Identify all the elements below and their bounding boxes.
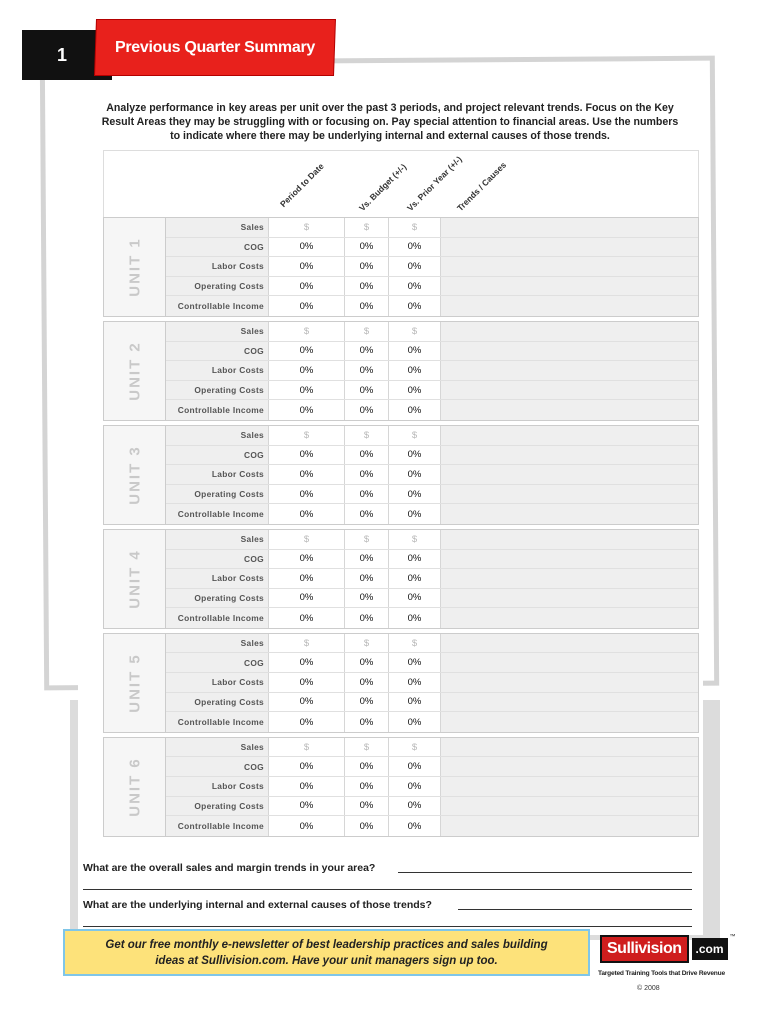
value-cell[interactable]: 0% <box>388 673 440 692</box>
promo-line-2: ideas at Sullivision.com. Have your unit managers sign up too. <box>155 955 498 967</box>
value-cell[interactable]: 0% <box>268 361 344 380</box>
value-cell[interactable]: 0% <box>388 361 440 380</box>
question-sales-trends: What are the overall sales and margin trends in your area? <box>83 862 376 874</box>
value-cell[interactable]: 0% <box>268 257 344 276</box>
unit-label-box <box>104 634 166 732</box>
value-cell[interactable]: 0% <box>268 465 344 484</box>
row-label: Sales <box>166 530 268 549</box>
value-cell[interactable]: 0% <box>344 712 388 732</box>
row-label: Controllable Income <box>166 816 268 836</box>
row-label: Labor Costs <box>166 257 268 276</box>
unit-block <box>103 217 699 317</box>
value-cell[interactable]: 0% <box>268 277 344 296</box>
row-label: Controllable Income <box>166 712 268 732</box>
trends-causes-cell[interactable] <box>440 757 698 776</box>
value-cell[interactable]: 0% <box>344 569 388 588</box>
unit-label: UNIT 1 <box>126 237 143 297</box>
unit-label-box <box>104 322 166 420</box>
row-label: Operating Costs <box>166 797 268 816</box>
value-cell[interactable]: $ <box>268 322 344 341</box>
row-label: Controllable Income <box>166 400 268 420</box>
row-label: Sales <box>166 426 268 445</box>
trends-causes-cell[interactable] <box>440 653 698 672</box>
trends-causes-cell[interactable] <box>440 816 698 836</box>
table-row <box>166 634 698 654</box>
table-row <box>166 757 698 777</box>
value-cell[interactable]: 0% <box>268 608 344 628</box>
value-cell[interactable]: 0% <box>388 693 440 712</box>
row-label: COG <box>166 342 268 361</box>
value-cell[interactable]: 0% <box>344 485 388 504</box>
unit-label-box <box>104 530 166 628</box>
unit-label-box <box>104 426 166 524</box>
units-container <box>103 217 699 837</box>
logo-domain: .com <box>692 938 728 960</box>
value-cell[interactable]: 0% <box>388 653 440 672</box>
unit-block <box>103 321 699 421</box>
value-cell[interactable]: $ <box>388 322 440 341</box>
value-cell[interactable]: 0% <box>268 757 344 776</box>
value-cell[interactable]: 0% <box>344 381 388 400</box>
table-row <box>166 504 698 524</box>
value-cell[interactable]: 0% <box>388 550 440 569</box>
trends-causes-cell[interactable] <box>440 400 698 420</box>
row-label: COG <box>166 653 268 672</box>
value-cell[interactable]: 0% <box>388 296 440 316</box>
copyright: © 2008 <box>637 985 660 992</box>
value-cell[interactable]: 0% <box>268 712 344 732</box>
table-row <box>166 400 698 420</box>
newsletter-promo[interactable] <box>63 929 590 976</box>
value-cell[interactable]: 0% <box>268 550 344 569</box>
instructions-text: Analyze performance in key areas per unit over the past 3 periods, and project relevant trends. Focus on the Key Result Areas they may be struggling with or focusing on. Pay special attention to financial areas. Use the numbers to indicate where there may be underlying internal and external causes of those trends. <box>101 102 679 142</box>
table-row <box>166 569 698 589</box>
trends-causes-cell[interactable] <box>440 322 698 341</box>
value-cell[interactable]: 0% <box>388 400 440 420</box>
section-number: 1 <box>56 44 67 65</box>
value-cell[interactable]: 0% <box>388 342 440 361</box>
value-cell[interactable]: $ <box>344 322 388 341</box>
unit-block <box>103 425 699 525</box>
table-row <box>166 589 698 609</box>
value-cell[interactable]: 0% <box>388 485 440 504</box>
unit-rows <box>166 426 698 524</box>
trends-causes-cell[interactable] <box>440 608 698 628</box>
value-cell[interactable]: $ <box>344 634 388 653</box>
table-row <box>166 257 698 277</box>
table-row <box>166 712 698 732</box>
unit-label: UNIT 4 <box>126 549 143 609</box>
section-title: Previous Quarter Summary <box>115 38 315 56</box>
value-cell[interactable]: 0% <box>268 653 344 672</box>
value-cell[interactable]: 0% <box>344 238 388 257</box>
table-row <box>166 797 698 817</box>
row-label: Controllable Income <box>166 608 268 628</box>
value-cell[interactable]: 0% <box>268 381 344 400</box>
trends-causes-cell[interactable] <box>440 485 698 504</box>
row-label: Operating Costs <box>166 277 268 296</box>
table-row <box>166 693 698 713</box>
value-cell[interactable]: 0% <box>268 485 344 504</box>
section-title-banner <box>95 20 335 75</box>
unit-label-box <box>104 738 166 836</box>
unit-label: UNIT 5 <box>126 653 143 713</box>
sullivision-logo[interactable] <box>600 934 736 964</box>
table-row <box>166 816 698 836</box>
value-cell[interactable]: 0% <box>344 504 388 524</box>
trends-causes-cell[interactable] <box>440 218 698 237</box>
value-cell[interactable]: 0% <box>268 504 344 524</box>
value-cell[interactable]: $ <box>268 218 344 237</box>
unit-label: UNIT 2 <box>126 341 143 401</box>
table-row <box>166 465 698 485</box>
table-row <box>166 426 698 446</box>
row-label: Labor Costs <box>166 361 268 380</box>
column-header-vs-prior-year: Vs. Prior Year (+/-) <box>404 154 464 213</box>
table-row <box>166 653 698 673</box>
trademark-symbol: ™ <box>729 934 736 940</box>
value-cell[interactable]: 0% <box>388 712 440 732</box>
unit-rows <box>166 322 698 420</box>
value-cell[interactable]: $ <box>268 530 344 549</box>
value-cell[interactable]: 0% <box>344 608 388 628</box>
table-row <box>166 446 698 466</box>
value-cell[interactable]: 0% <box>344 550 388 569</box>
trends-causes-cell[interactable] <box>440 550 698 569</box>
value-cell[interactable]: $ <box>388 426 440 445</box>
table-row <box>166 673 698 693</box>
summary-table <box>103 150 699 841</box>
value-cell[interactable]: 0% <box>388 277 440 296</box>
value-cell[interactable]: 0% <box>344 296 388 316</box>
value-cell[interactable]: 0% <box>268 797 344 816</box>
table-row <box>166 238 698 258</box>
trends-causes-cell[interactable] <box>440 712 698 732</box>
table-row <box>166 322 698 342</box>
row-label: Sales <box>166 218 268 237</box>
value-cell[interactable]: 0% <box>344 361 388 380</box>
row-label: Controllable Income <box>166 504 268 524</box>
trends-causes-cell[interactable] <box>440 738 698 757</box>
value-cell[interactable]: 0% <box>344 400 388 420</box>
unit-rows <box>166 218 698 316</box>
trends-causes-cell[interactable] <box>440 797 698 816</box>
unit-block <box>103 529 699 629</box>
table-row <box>166 608 698 628</box>
unit-block <box>103 633 699 733</box>
table-row <box>166 218 698 238</box>
row-label: COG <box>166 550 268 569</box>
value-cell[interactable]: 0% <box>344 757 388 776</box>
row-label: Operating Costs <box>166 381 268 400</box>
trends-causes-cell[interactable] <box>440 277 698 296</box>
value-cell[interactable]: 0% <box>344 277 388 296</box>
value-cell[interactable]: $ <box>268 738 344 757</box>
value-cell[interactable]: 0% <box>344 653 388 672</box>
trends-causes-cell[interactable] <box>440 589 698 608</box>
unit-label-box <box>104 218 166 316</box>
table-row <box>166 381 698 401</box>
row-label: Sales <box>166 738 268 757</box>
row-label: Controllable Income <box>166 296 268 316</box>
unit-rows <box>166 530 698 628</box>
trends-causes-cell[interactable] <box>440 257 698 276</box>
value-cell[interactable]: 0% <box>388 446 440 465</box>
value-cell[interactable]: 0% <box>388 238 440 257</box>
value-cell[interactable]: $ <box>388 738 440 757</box>
row-label: Labor Costs <box>166 777 268 796</box>
answer-line-1b[interactable] <box>83 889 692 890</box>
value-cell[interactable]: $ <box>344 426 388 445</box>
value-cell[interactable]: 0% <box>268 400 344 420</box>
value-cell[interactable]: 0% <box>344 693 388 712</box>
table-row <box>166 550 698 570</box>
table-row <box>166 277 698 297</box>
value-cell[interactable]: 0% <box>388 589 440 608</box>
value-cell[interactable]: 0% <box>388 816 440 836</box>
unit-rows <box>166 634 698 732</box>
value-cell[interactable]: 0% <box>268 673 344 692</box>
trends-causes-cell[interactable] <box>440 381 698 400</box>
question-causes: What are the underlying internal and external causes of those trends? <box>83 899 432 911</box>
column-header-row <box>103 150 699 217</box>
unit-block <box>103 737 699 837</box>
value-cell[interactable]: $ <box>344 218 388 237</box>
table-row <box>166 530 698 550</box>
trends-causes-cell[interactable] <box>440 504 698 524</box>
value-cell[interactable]: 0% <box>388 777 440 796</box>
logo-tagline: Targeted Training Tools that Drive Revenue <box>598 970 725 977</box>
value-cell[interactable]: 0% <box>344 816 388 836</box>
row-label: Labor Costs <box>166 569 268 588</box>
trends-causes-cell[interactable] <box>440 569 698 588</box>
trends-causes-cell[interactable] <box>440 238 698 257</box>
trends-causes-cell[interactable] <box>440 530 698 549</box>
answer-line-1a[interactable] <box>398 872 692 873</box>
trends-causes-cell[interactable] <box>440 342 698 361</box>
table-row <box>166 342 698 362</box>
column-header-period-to-date: Period to Date <box>277 161 326 209</box>
value-cell[interactable]: 0% <box>268 816 344 836</box>
row-label: Operating Costs <box>166 693 268 712</box>
logo-wordmark: Sullivision <box>600 935 689 963</box>
column-header-trends-causes: Trends / Causes <box>454 159 509 213</box>
value-cell[interactable]: 0% <box>344 797 388 816</box>
trends-causes-cell[interactable] <box>440 296 698 316</box>
row-label: Labor Costs <box>166 673 268 692</box>
value-cell[interactable]: 0% <box>388 569 440 588</box>
value-cell[interactable]: 0% <box>344 446 388 465</box>
value-cell[interactable]: 0% <box>344 589 388 608</box>
value-cell[interactable]: 0% <box>344 342 388 361</box>
value-cell[interactable]: $ <box>388 218 440 237</box>
unit-rows <box>166 738 698 836</box>
trends-causes-cell[interactable] <box>440 426 698 445</box>
value-cell[interactable]: 0% <box>344 777 388 796</box>
value-cell[interactable]: 0% <box>268 238 344 257</box>
answer-line-2a[interactable] <box>458 909 692 910</box>
row-label: COG <box>166 238 268 257</box>
row-label: Sales <box>166 322 268 341</box>
value-cell[interactable]: 0% <box>344 257 388 276</box>
value-cell[interactable]: $ <box>344 530 388 549</box>
table-row <box>166 485 698 505</box>
trends-causes-cell[interactable] <box>440 465 698 484</box>
value-cell[interactable]: $ <box>388 530 440 549</box>
value-cell[interactable]: 0% <box>388 797 440 816</box>
unit-label: UNIT 3 <box>126 445 143 505</box>
table-row <box>166 777 698 797</box>
value-cell[interactable]: 0% <box>268 446 344 465</box>
row-label: Sales <box>166 634 268 653</box>
value-cell[interactable]: 0% <box>268 589 344 608</box>
row-label: Operating Costs <box>166 485 268 504</box>
trends-causes-cell[interactable] <box>440 361 698 380</box>
value-cell[interactable]: 0% <box>268 569 344 588</box>
table-row <box>166 738 698 758</box>
answer-line-2b[interactable] <box>83 926 692 927</box>
table-row <box>166 361 698 381</box>
value-cell[interactable]: 0% <box>268 777 344 796</box>
promo-line-1: Get our free monthly e-newsletter of best leadership practices and sales building <box>105 939 548 951</box>
trends-causes-cell[interactable] <box>440 446 698 465</box>
row-label: Operating Costs <box>166 589 268 608</box>
value-cell[interactable]: 0% <box>268 342 344 361</box>
row-label: COG <box>166 757 268 776</box>
value-cell[interactable]: 0% <box>268 693 344 712</box>
value-cell[interactable]: 0% <box>388 757 440 776</box>
value-cell[interactable]: $ <box>268 426 344 445</box>
value-cell[interactable]: 0% <box>388 257 440 276</box>
trends-causes-cell[interactable] <box>440 634 698 653</box>
value-cell[interactable]: 0% <box>388 504 440 524</box>
value-cell[interactable]: 0% <box>344 673 388 692</box>
value-cell[interactable]: $ <box>388 634 440 653</box>
value-cell[interactable]: 0% <box>388 381 440 400</box>
unit-label: UNIT 6 <box>126 757 143 817</box>
row-label: Labor Costs <box>166 465 268 484</box>
value-cell[interactable]: 0% <box>388 608 440 628</box>
column-header-vs-budget: Vs. Budget (+/-) <box>356 161 409 213</box>
table-row <box>166 296 698 316</box>
value-cell[interactable]: 0% <box>388 465 440 484</box>
value-cell[interactable]: $ <box>344 738 388 757</box>
row-label: COG <box>166 446 268 465</box>
trends-causes-cell[interactable] <box>440 673 698 692</box>
value-cell[interactable]: 0% <box>268 296 344 316</box>
trends-causes-cell[interactable] <box>440 693 698 712</box>
value-cell[interactable]: $ <box>268 634 344 653</box>
trends-causes-cell[interactable] <box>440 777 698 796</box>
value-cell[interactable]: 0% <box>344 465 388 484</box>
